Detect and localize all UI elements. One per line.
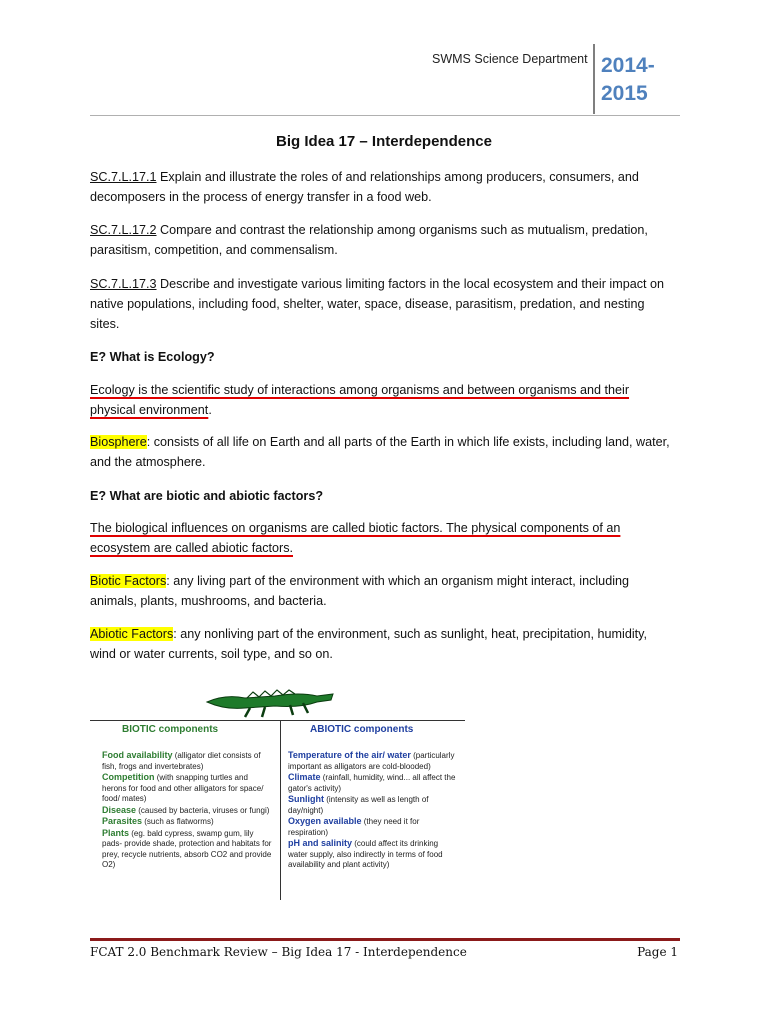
factors-definition-text: The biological influences on organisms are called biotic factors. The physical components of an ecosystem are called abiotic factors.: [90, 521, 621, 555]
biotic-item-text: (caused by bacteria, viruses or fungi): [136, 805, 270, 815]
abiotic-heading: ABIOTIC components: [310, 724, 414, 735]
abiotic-item-term: Climate: [288, 772, 321, 782]
abiotic-item: [288, 772, 458, 794]
abiotic-item-text: (particularly important as alligators are cold-blooded): [288, 751, 455, 771]
benchmark-text: Explain and illustrate the roles of and relationships among producers, consumers, and decomposers in the process of energy transfer in a food web.: [90, 170, 639, 204]
abiotic-term: Abiotic Factors: [90, 627, 174, 641]
biotic-item: [102, 772, 274, 805]
benchmark-code: SC.7.L.17.2: [90, 223, 157, 237]
page-number: Page 1: [637, 945, 678, 959]
benchmark-code: SC.7.L.17.3: [90, 277, 157, 291]
benchmark-1: [90, 167, 675, 207]
benchmark-2: [90, 220, 675, 260]
biotic-item: [102, 828, 274, 871]
biosphere-definition: [90, 432, 675, 472]
biotic-item-term: Competition: [102, 772, 155, 782]
header-department: SWMS Science Department: [432, 52, 588, 66]
abiotic-item-term: pH and salinity: [288, 838, 353, 848]
abiotic-item-text: (they need it for respiration): [288, 817, 420, 837]
benchmark-3: [90, 274, 675, 334]
biotic-definition: [90, 571, 675, 611]
biosphere-text: : consists of all life on Earth and all parts of the Earth in which life exists, including land, water, and the atmosphere.: [90, 435, 670, 469]
abiotic-item-term: Sunlight: [288, 794, 324, 804]
question-ecology: E? What is Ecology?: [90, 350, 215, 364]
abiotic-item-text: (intensity as well as length of day/night): [288, 795, 429, 815]
biotic-item-term: Parasites: [102, 816, 143, 826]
abiotic-item-term: Oxygen available: [288, 816, 362, 826]
abiotic-text: : any nonliving part of the environment, such as sunlight, heat, precipitation, humidity, wind or water currents, soil type, and so on.: [90, 627, 647, 661]
ecology-definition: [90, 380, 675, 420]
header-rule: [90, 115, 680, 116]
abiotic-item: [288, 750, 458, 772]
biotic-item-text: (eg. bald cypress, swamp gum, lily pads- provide shade, protection and habitats for prey, recycle nutrients, absorb CO2 and provide O2): [102, 828, 272, 869]
biotic-heading: BIOTIC components: [122, 724, 219, 735]
benchmark-code: SC.7.L.17.1: [90, 170, 157, 184]
benchmark-text: Compare and contrast the relationship among organisms such as mutualism, predation, parasitism, competition, and commensalism.: [90, 223, 648, 257]
footer-title: FCAT 2.0 Benchmark Review – Big Idea 17 - Interdependence: [90, 945, 467, 959]
header-divider: [593, 44, 595, 114]
abiotic-list: [288, 750, 458, 871]
abiotic-item-text: (rainfall, humidity, wind... all affect the gator's activity): [288, 773, 456, 793]
header-year-line2: 2015: [601, 82, 648, 105]
abiotic-item: [288, 816, 458, 838]
biotic-list: [102, 750, 274, 871]
biotic-item-term: Food availability: [102, 750, 173, 760]
header-year: [601, 52, 655, 108]
ecosystem-figure: [90, 684, 475, 904]
ecology-definition-text: Ecology is the scientific study of interactions among organisms and between organisms and their physical environment: [90, 383, 630, 417]
biotic-item-text: (alligator diet consists of fish, frogs and invertebrates): [102, 751, 261, 771]
biotic-item-text: (such as flatworms): [142, 817, 214, 826]
abiotic-item-text: (could affect its drinking water supply, also indirectly in terms of food availability and plant activity): [288, 839, 443, 869]
abiotic-item: [288, 794, 458, 816]
biotic-item-term: Disease: [102, 804, 137, 815]
alligator-icon: [205, 684, 335, 720]
footer-rule: [90, 938, 680, 941]
biotic-term: Biotic Factors: [90, 574, 167, 588]
factors-definition: [90, 518, 675, 558]
benchmark-text: Describe and investigate various limiting factors in the local ecosystem and their impact on native populations, including food, shelter, water, space, disease, parasitism, predation, and nesting sites.: [90, 277, 665, 331]
page-title: Big Idea 17 – Interdependence: [276, 133, 492, 150]
biotic-item-term: Plants: [102, 827, 130, 838]
ecology-definition-end: .: [208, 403, 212, 417]
table-divider: [280, 720, 281, 900]
header-year-line1: 2014-: [601, 54, 655, 77]
biotic-text: : any living part of the environment with which an organism might interact, including animals, plants, mushrooms, and bacteria.: [90, 574, 630, 608]
abiotic-item: [288, 838, 458, 871]
biosphere-term: Biosphere: [90, 435, 147, 449]
biotic-item: [102, 805, 274, 817]
abiotic-definition: [90, 624, 675, 664]
abiotic-item-term: Temperature of the air/ water: [288, 750, 411, 760]
biotic-item-text: (with snapping turtles and herons for food and other alligators for space/ food/ mates): [102, 773, 264, 803]
biotic-item: [102, 750, 274, 772]
biotic-item: [102, 816, 274, 828]
question-factors: E? What are biotic and abiotic factors?: [90, 489, 324, 503]
